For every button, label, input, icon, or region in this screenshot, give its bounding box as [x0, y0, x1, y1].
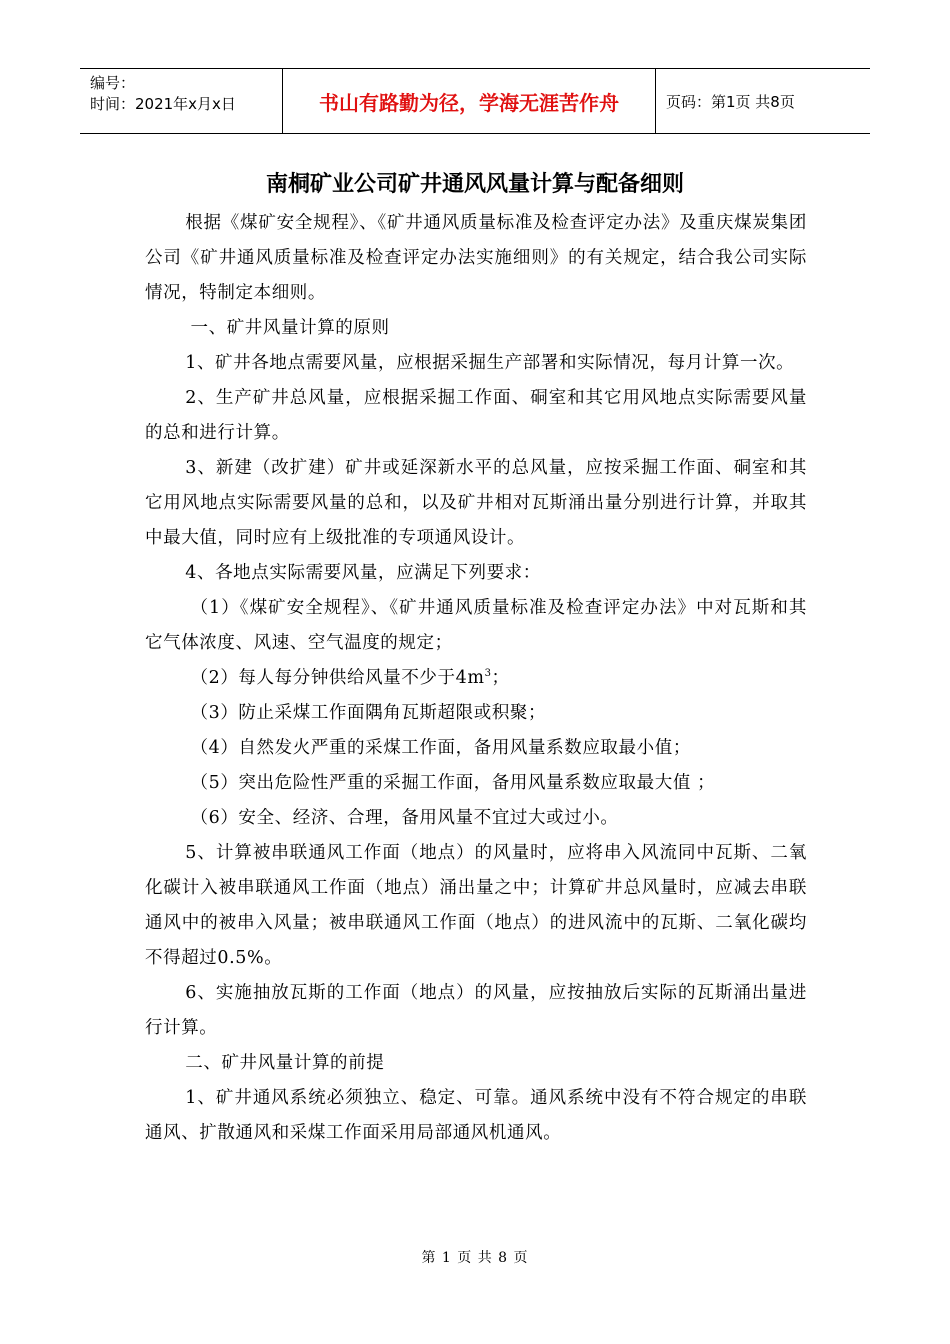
paragraph-item-3: 3、新建（改扩建）矿井或延深新水平的总风量，应按采掘工作面、硐室和其它用风地点实际需要风量的总和，以及矿井相对瓦斯涌出量分别进行计算，并取其中最大值，同时应有上级批准的专项通风设计。 [145, 458, 807, 548]
paragraph-item-4-2 [145, 661, 807, 696]
paragraph-item-4: 4、各地点实际需要风量，应满足下列要求： [185, 563, 541, 583]
document-number-label: 编号： [90, 74, 136, 92]
header-motto: 书山有路勤为径，学海无涯苦作舟 [282, 69, 656, 133]
document-title: 南桐矿业公司矿井通风风量计算与配备细则 [265, 172, 684, 197]
intro-paragraph: 根据《煤矿安全规程》、《矿井通风质量标准及检查评定办法》及重庆煤炭集团公司《矿井通风质量标准及检查评定办法实施细则》的有关规定，结合我公司实际情况，特制定本细则。 [145, 213, 807, 303]
document-body [145, 206, 807, 1151]
paragraph-item-1: 1、矿井各地点需要风量，应根据采掘生产部署和实际情况，每月计算一次。 [185, 353, 795, 373]
section-2-heading: 二、矿井风量计算的前提 [185, 1053, 385, 1073]
header-page-info: 页码：第1页 共8页 [666, 92, 795, 111]
paragraph-item-4-1: （1）《煤矿安全规程》、《矿井通风质量标准及检查评定办法》中对瓦斯和其它气体浓度、风速、空气温度的规定； [145, 598, 807, 653]
paragraph-item-4-6: （6）安全、经济、合理，备用风量不宜过大或过小。 [190, 808, 619, 828]
document-time-label: 时间：2021年x月x日 [90, 95, 236, 113]
section-2-item-1: 1、矿井通风系统必须独立、稳定、可靠。通风系统中没有不符合规定的串联通风、扩散通风和采煤工作面采用局部通风机通风。 [145, 1088, 807, 1143]
paragraph-item-6: 6、实施抽放瓦斯的工作面（地点）的风量，应按抽放后实际的瓦斯涌出量进行计算。 [145, 983, 807, 1038]
item-4-2-text: （2）每人每分钟供给风量不少于4m [190, 668, 485, 688]
paragraph-item-4-3: （3）防止采煤工作面隅角瓦斯超限或积聚； [190, 703, 547, 723]
page-footer: 第 1 页 共 8 页 [421, 1250, 529, 1266]
paragraph-item-4-4: （4）自然发火严重的采煤工作面，备用风量系数应取最小值； [190, 738, 691, 758]
paragraph-item-5: 5、计算被串联通风工作面（地点）的风量时，应将串入风流同中瓦斯、二氧化碳计入被串联通风工作面（地点）涌出量之中；计算矿井总风量时，应减去串联通风中的被串入风量；被串联通风工作面（地点）的进风流中的瓦斯、二氧化碳均不得超过0.5%。 [145, 843, 807, 968]
superscript-exponent: 3 [484, 668, 492, 680]
item-4-2-end: ； [491, 668, 510, 688]
paragraph-item-2: 2、生产矿井总风量，应根据采掘工作面、硐室和其它用风地点实际需要风量的总和进行计算。 [145, 388, 807, 443]
header-meta [80, 69, 282, 133]
page-header [80, 68, 870, 134]
section-1-heading: 一、矿井风量计算的原则 [190, 318, 390, 338]
paragraph-item-4-5: （5）突出危险性严重的采掘工作面，备用风量系数应取最大值 ； [190, 773, 716, 793]
